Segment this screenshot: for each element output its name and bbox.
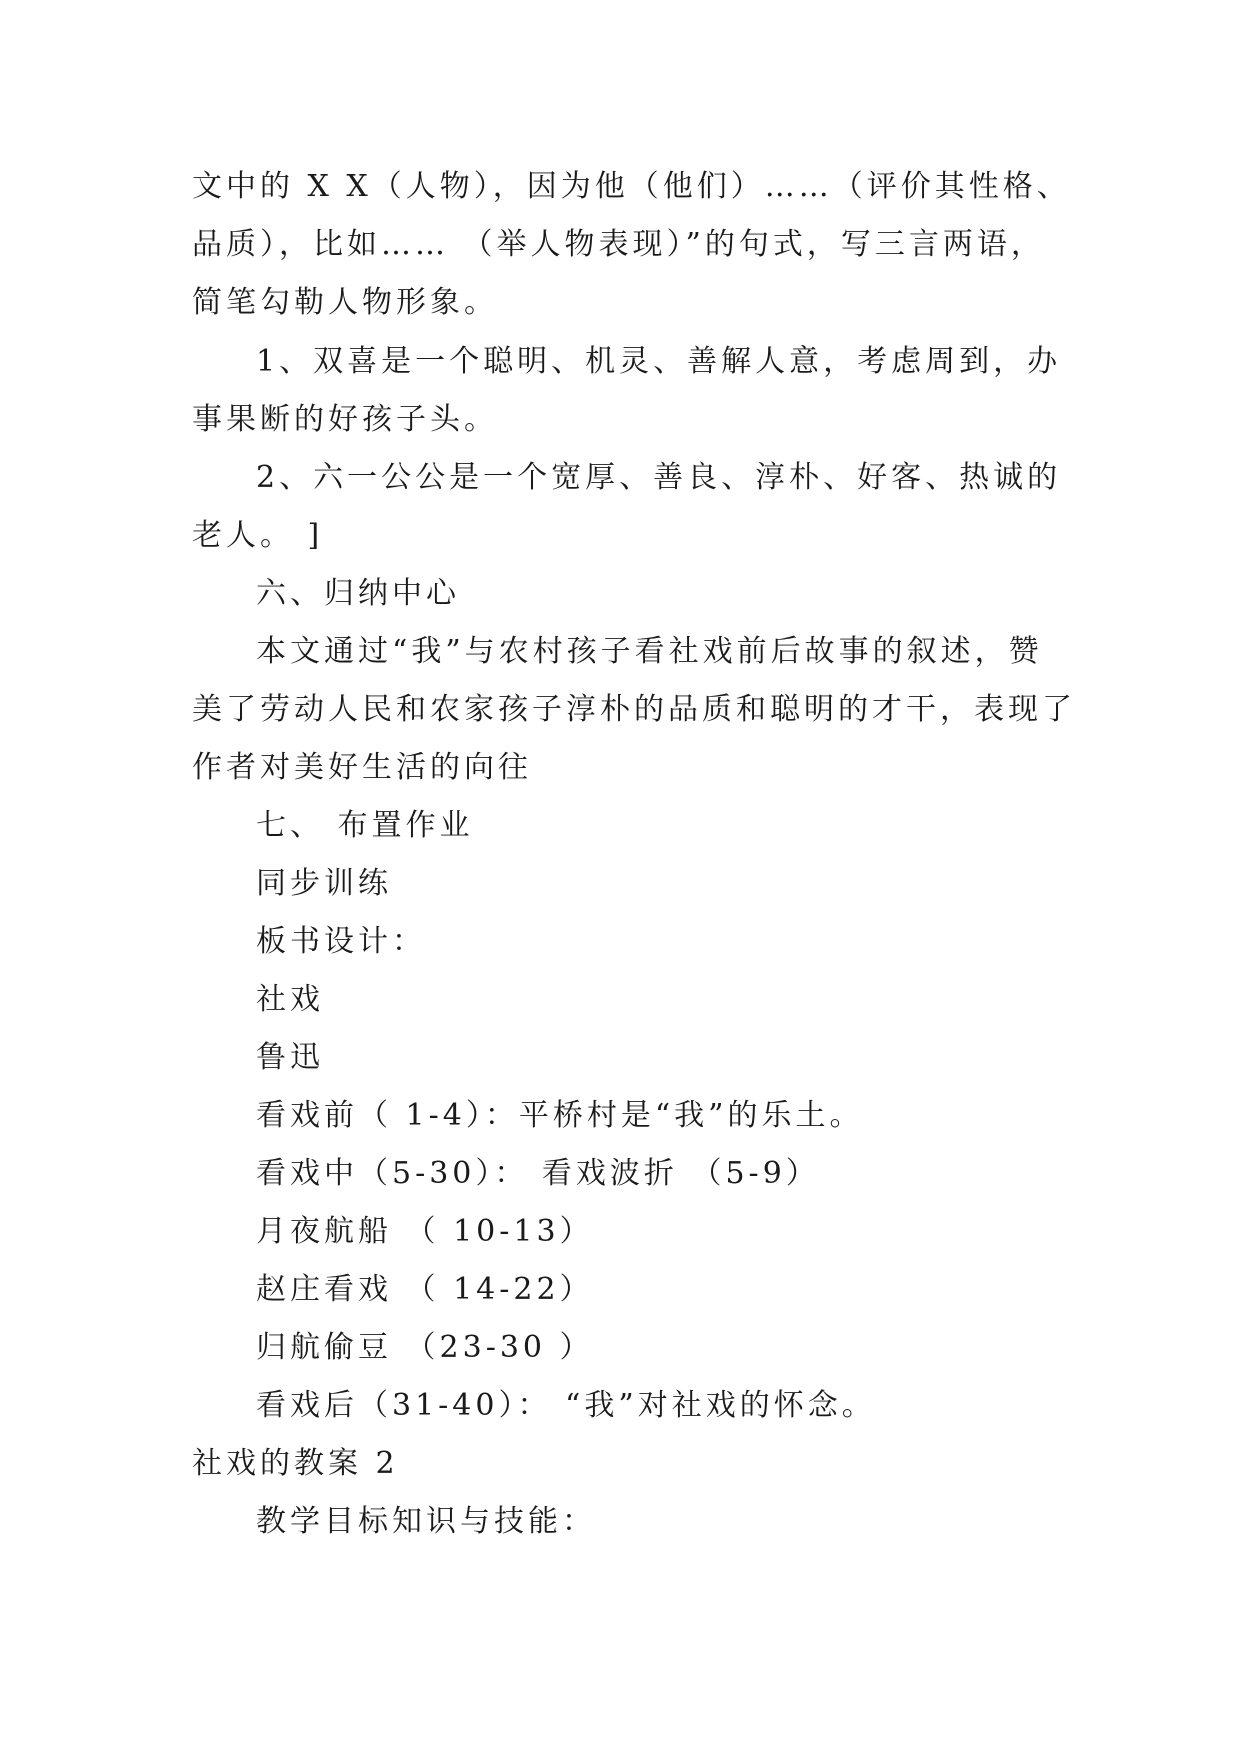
text-line: 教学目标知识与技能： [256,1504,596,1539]
text-line: 1、双喜是一个聪明、机灵、善解人意，考虑周到，办 [256,344,1062,379]
text-line: 作者对美好生活的向往 [192,750,532,785]
text-line: 赵庄看戏 （ 14-22） [256,1272,594,1307]
text-line: 看戏后（31-40）： “我”对社戏的怀念。 [256,1388,876,1423]
text-line: 板书设计： [256,924,426,959]
text-line: 事果断的好孩子头。 [192,402,498,437]
section-heading: 七、 布置作业 [256,808,474,843]
text-line: 归航偷豆 （23-30 ） [256,1330,594,1365]
text-line: 社戏 [256,982,324,1017]
section-heading: 六、归纳中心 [256,576,460,611]
document-subtitle: 社戏的教案 2 [192,1446,399,1481]
text-line: 简笔勾勒人物形象。 [192,285,498,320]
text-line: 老人。 ] [192,518,324,553]
text-line: 本文通过“我”与农村孩子看社戏前后故事的叙述，赞 [256,634,1043,669]
text-line: 文中的 X X（人物），因为他（他们）……（评价其性格、 [192,169,1071,204]
text-line: 鲁迅 [256,1040,324,1075]
text-line: 美了劳动人民和农家孩子淳朴的品质和聪明的才干，表现了 [192,692,1076,727]
text-line: 看戏前（ 1-4）：平桥村是“我”的乐土。 [256,1098,864,1133]
text-line: 月夜航船 （ 10-13） [256,1214,594,1249]
text-line: 同步训练 [256,866,392,901]
text-line: 看戏中（5-30）： 看戏波折 （5-9） [256,1156,820,1191]
text-line: 2、六一公公是一个宽厚、善良、淳朴、好客、热诚的 [256,460,1062,495]
text-line: 品质），比如…… （举人物表现）”的句式，写三言两语， [192,227,1045,262]
